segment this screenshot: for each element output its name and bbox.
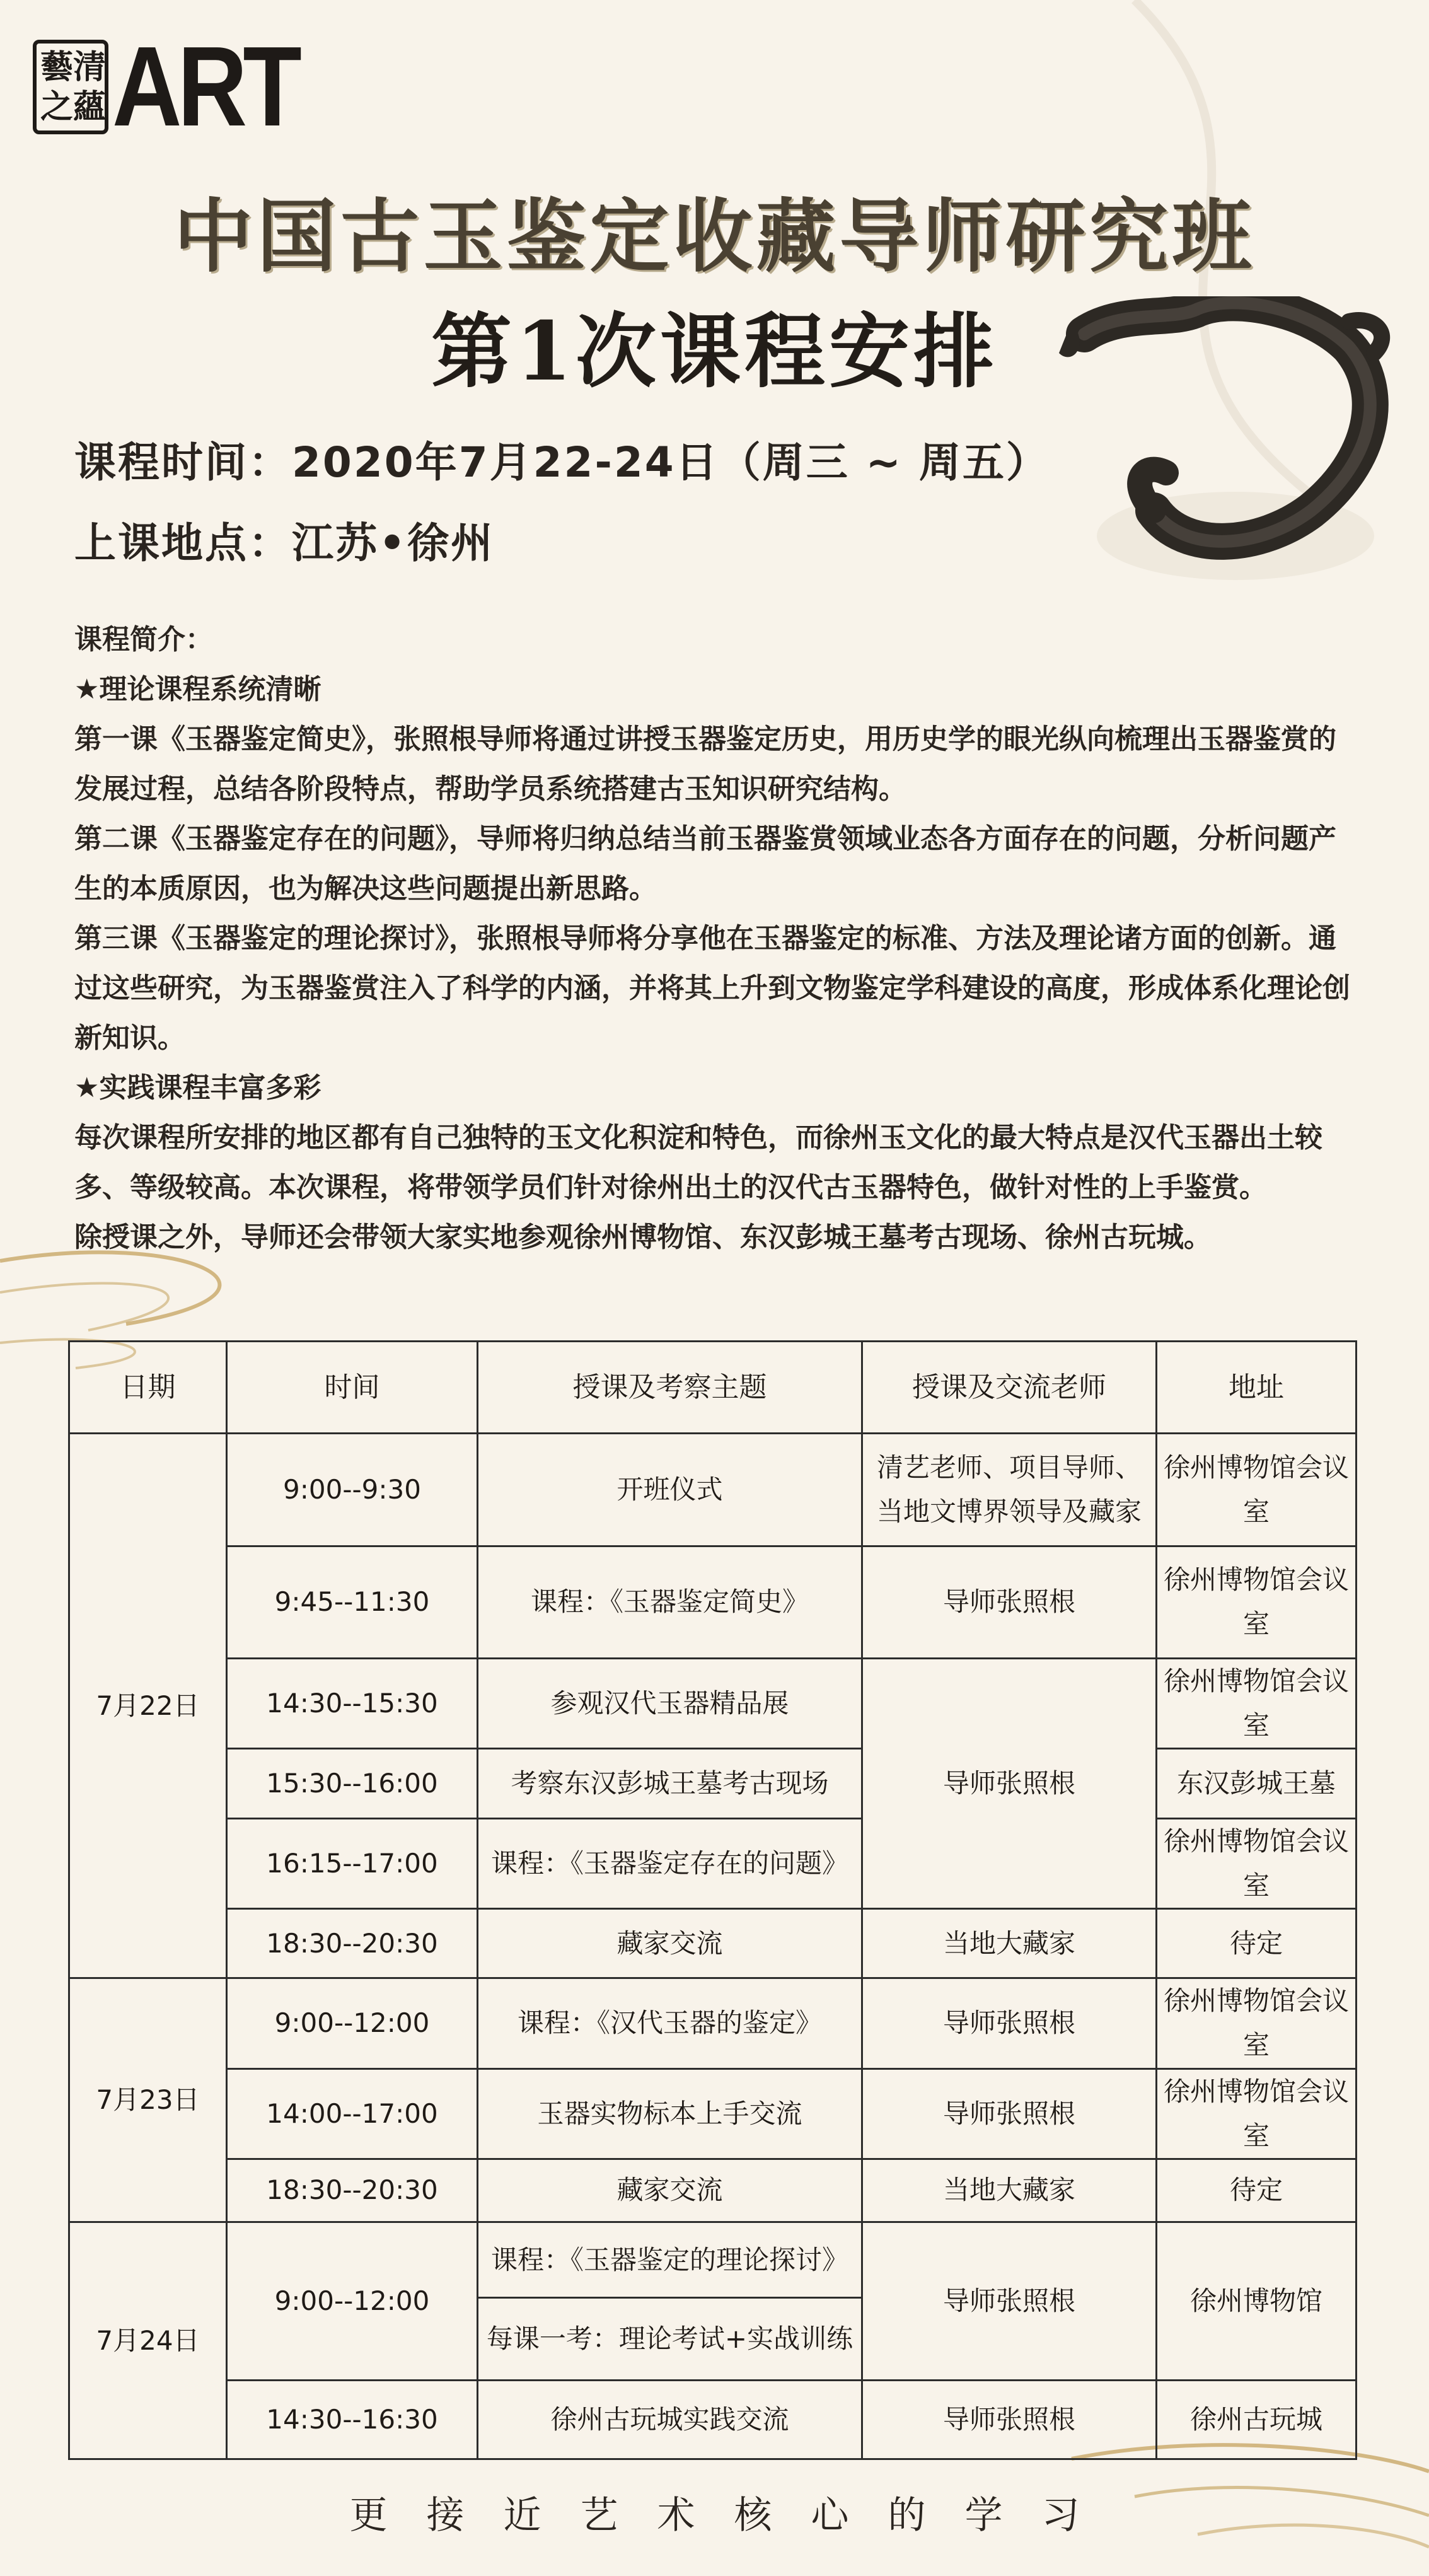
course-time: 课程时间：2020年7月22-24日（周三 ~ 周五） xyxy=(74,438,1050,487)
table-row xyxy=(69,1978,1357,2068)
time-cell: 14:00--17:00 xyxy=(227,2068,478,2159)
header-teacher: 授课及交流老师 xyxy=(862,1342,1157,1434)
topic-cell: 课程：《玉器鉴定的理论探讨》 xyxy=(478,2222,862,2298)
header-address: 地址 xyxy=(1157,1342,1357,1434)
course-location: 上课地点：江苏•徐州 xyxy=(74,519,495,567)
time-cell: 9:45--11:30 xyxy=(227,1546,478,1658)
address-cell: 待定 xyxy=(1157,1908,1357,1978)
practice-text-2: 除授课之外，导师还会带领大家实地参观徐州博物馆、东汉彭城王墓考古现场、徐州古玩城。 xyxy=(74,1221,1212,1253)
time-cell: 18:30--20:30 xyxy=(227,2159,478,2222)
brand-logo xyxy=(33,23,330,150)
time-cell: 9:00--12:00 xyxy=(227,2222,478,2381)
header-time: 时间 xyxy=(227,1342,478,1434)
address-cell: 东汉彭城王墓 xyxy=(1157,1749,1357,1818)
topic-cell: 参观汉代玉器精品展 xyxy=(478,1659,862,1749)
topic-cell: 藏家交流 xyxy=(478,1908,862,1978)
address-cell: 徐州博物馆会议室 xyxy=(1157,2068,1357,2159)
main-title: 中国古玉鉴定收藏导师研究班 xyxy=(173,190,1256,283)
teacher-cell: 导师张照根 xyxy=(862,2380,1157,2459)
date-cell: 7月22日 xyxy=(69,1434,227,1978)
teacher-cell: 导师张照根 xyxy=(862,1546,1157,1658)
teacher-cell: 导师张照根 xyxy=(862,1978,1157,2068)
header-date: 日期 xyxy=(69,1342,227,1434)
practice-heading: ★实践课程丰富多彩 xyxy=(74,1072,321,1104)
table-row xyxy=(69,1434,1357,1546)
intro-heading: 课程简介： xyxy=(74,624,213,656)
table-row xyxy=(69,2222,1357,2298)
time-cell: 16:15--17:00 xyxy=(227,1818,478,1908)
table-row xyxy=(69,1749,1357,1818)
address-cell: 待定 xyxy=(1157,2159,1357,2222)
topic-cell: 课程：《玉器鉴定存在的问题》 xyxy=(478,1818,862,1908)
lesson-3-text: 第三课《玉器鉴定的理论探讨》，张照根导师将分享他在玉器鉴定的标准、方法及理论诸方面的创新。通过这些研究，为玉器鉴赏注入了科学的内涵，并将其上升到文物鉴定学科建设的高度，形成体系化理论创新知识。 xyxy=(74,922,1350,1054)
topic-cell: 玉器实物标本上手交流 xyxy=(478,2068,862,2159)
seal-logo xyxy=(33,40,108,134)
time-cell: 9:00--12:00 xyxy=(227,1978,478,2068)
address-cell: 徐州博物馆会议室 xyxy=(1157,1546,1357,1658)
table-row xyxy=(69,1659,1357,1749)
table-row xyxy=(69,1908,1357,1978)
address-cell: 徐州古玩城 xyxy=(1157,2380,1357,2459)
teacher-cell: 导师张照根 xyxy=(862,2068,1157,2159)
teacher-cell: 当地大藏家 xyxy=(862,1908,1157,1978)
date-cell: 7月23日 xyxy=(69,1978,227,2222)
header-topic: 授课及考察主题 xyxy=(478,1342,862,1434)
topic-cell: 开班仪式 xyxy=(478,1434,862,1546)
table-row xyxy=(69,2380,1357,2459)
table-row xyxy=(69,2068,1357,2159)
teacher-cell: 当地大藏家 xyxy=(862,2159,1157,2222)
seal-char: 蘊 xyxy=(73,87,107,126)
time-cell: 14:30--16:30 xyxy=(227,2380,478,2459)
seal-char: 之 xyxy=(40,87,74,126)
date-cell: 7月24日 xyxy=(69,2222,227,2459)
topic-cell: 徐州古玩城实践交流 xyxy=(478,2380,862,2459)
topic-cell: 考察东汉彭城王墓考古现场 xyxy=(478,1749,862,1818)
brand-art-text: ART xyxy=(112,23,298,150)
schedule-table xyxy=(68,1340,1357,2460)
seal-char: 清 xyxy=(73,47,107,86)
course-intro xyxy=(74,615,1354,1262)
practice-text-1: 每次课程所安排的地区都有自己独特的玉文化积淀和特色，而徐州玉文化的最大特点是汉代玉器出土较多、等级较高。本次课程，将带领学员们针对徐州出土的汉代古玉器特色，做针对性的上手鉴赏。 xyxy=(74,1122,1322,1204)
topic-cell: 每课一考：理论考试+实战训练 xyxy=(478,2298,862,2380)
time-cell: 9:00--9:30 xyxy=(227,1434,478,1546)
address-cell: 徐州博物馆会议室 xyxy=(1157,1818,1357,1908)
teacher-cell: 清艺老师、项目导师、当地文博界领导及藏家 xyxy=(862,1434,1157,1546)
address-cell: 徐州博物馆 xyxy=(1157,2222,1357,2381)
table-header-row xyxy=(69,1342,1357,1434)
time-cell: 15:30--16:00 xyxy=(227,1749,478,1818)
jade-dragon-image xyxy=(1046,296,1399,599)
address-cell: 徐州博物馆会议室 xyxy=(1157,1434,1357,1546)
teacher-cell: 导师张照根 xyxy=(862,2222,1157,2381)
table-row xyxy=(69,2159,1357,2222)
sub-title: 第1次课程安排 xyxy=(431,305,998,399)
topic-cell: 藏家交流 xyxy=(478,2159,862,2222)
topic-cell: 课程：《汉代玉器的鉴定》 xyxy=(478,1978,862,2068)
table-row xyxy=(69,1818,1357,1908)
address-cell: 徐州博物馆会议室 xyxy=(1157,1978,1357,2068)
seal-char: 藝 xyxy=(40,47,74,86)
teacher-cell: 导师张照根 xyxy=(862,1659,1157,1909)
time-cell: 18:30--20:30 xyxy=(227,1908,478,1978)
table-row xyxy=(69,1546,1357,1658)
theory-heading: ★理论课程系统清晰 xyxy=(74,673,321,705)
address-cell: 徐州博物馆会议室 xyxy=(1157,1659,1357,1749)
footer-slogan: 更接近艺术核心的学习 xyxy=(349,2493,1119,2538)
lesson-2-text: 第二课《玉器鉴定存在的问题》，导师将归纳总结当前玉器鉴赏领域业态各方面存在的问题，分析问题产生的本质原因，也为解决这些问题提出新思路。 xyxy=(74,823,1336,905)
lesson-1-text: 第一课《玉器鉴定简史》，张照根导师将通过讲授玉器鉴定历史，用历史学的眼光纵向梳理出玉器鉴赏的发展过程，总结各阶段特点，帮助学员系统搭建古玉知识研究结构。 xyxy=(74,723,1336,805)
time-cell: 14:30--15:30 xyxy=(227,1659,478,1749)
topic-cell: 课程：《玉器鉴定简史》 xyxy=(478,1546,862,1658)
